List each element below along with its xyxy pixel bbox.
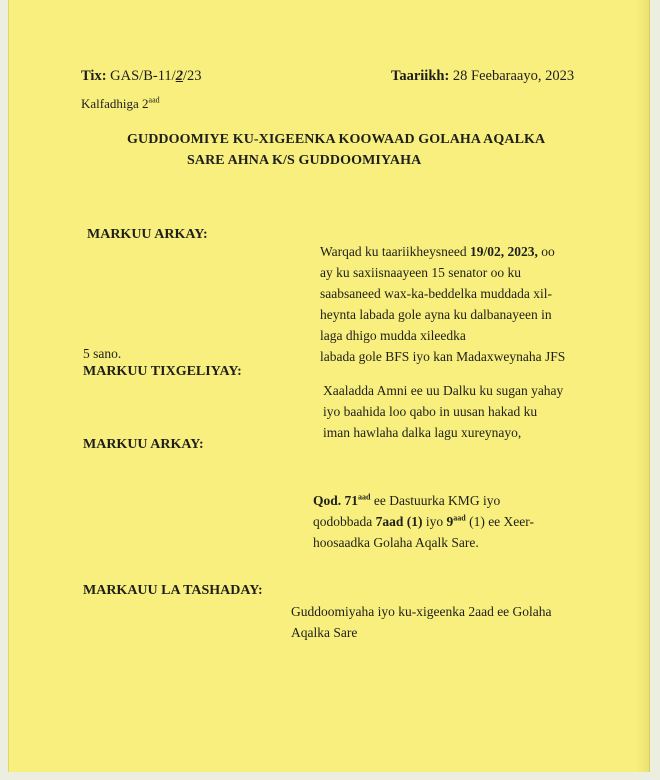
section-3-clause-2-sup: aad <box>453 513 466 523</box>
section-3-line-1 <box>313 490 500 511</box>
title-line-2: SARE AHNA K/S GUDDOOMIYAHA <box>187 153 422 168</box>
section-3-article-sup: aad <box>358 492 371 502</box>
section-2-heading: MARKUU TIXGELIYAY: <box>83 364 242 379</box>
reference-handwritten: 2 <box>175 68 183 84</box>
document-page <box>8 0 650 772</box>
section-1-line-5: laga dhigo mudda xileedka <box>320 328 466 343</box>
section-3-clause-2: 9 <box>446 514 454 529</box>
section-3-clause-1: 7aad (1) <box>375 514 423 529</box>
section-3-line-1-rest: ee Dastuurka KMG iyo <box>370 493 501 508</box>
title-line-1: GUDDOOMIYE KU-XIGEENKA KOOWAAD GOLAHA AQALKA <box>127 132 546 147</box>
section-3-line-2-mid: iyo <box>422 514 447 529</box>
section-3-heading: MARKUU ARKAY: <box>83 437 204 452</box>
section-1-line-2: ay ku saxiisnaayeen 15 senator oo ku <box>320 265 521 280</box>
section-2-line-1: Xaaladda Amni ee uu Dalku ku sugan yahay <box>323 383 564 398</box>
section-4-line-2: Aqalka Sare <box>291 625 358 640</box>
section-3-article: Qod. 71 <box>313 493 359 508</box>
section-3-line-2-post: (1) ee Xeer- <box>465 514 535 529</box>
date-label: Taariikh: <box>391 68 450 84</box>
section-2-line-3: iman hawlaha dalka lagu xureynayo, <box>323 425 522 440</box>
section-4-heading: MARKAUU LA TASHADAY: <box>83 583 263 598</box>
section-2-line-2: iyo baahida loo qabo in uusan hakad ku <box>323 404 538 419</box>
reference-label: Tix: <box>81 68 107 84</box>
section-1-line-6: labada gole BFS iyo kan Madaxweynaha JFS <box>320 349 566 364</box>
session-sup: aad <box>148 95 160 105</box>
section-1-line-7: 5 sano. <box>83 346 122 361</box>
reference-prefix: GAS/B-11/ <box>110 68 176 84</box>
date-value: 28 Feebaraayo, 2023 <box>452 68 575 84</box>
section-1-line-4: heynta labada gole ayna ku dalbanayeen in <box>320 307 552 322</box>
section-1-line-1 <box>320 241 555 262</box>
session-text: Kalfadhiga 2 <box>81 96 149 111</box>
document-date <box>391 68 574 85</box>
session-label <box>81 96 160 112</box>
section-3-line-3: hoosaadka Golaha Aqalk Sare. <box>313 535 479 550</box>
section-1-line-1-pre: Warqad ku taariikheysneed <box>320 244 470 259</box>
section-1-date: 19/02, 2023, <box>469 244 538 259</box>
section-3-line-2-pre: qodobbada <box>313 514 376 529</box>
reference-number <box>81 68 201 85</box>
section-1-heading: MARKUU ARKAY: <box>87 227 208 242</box>
reference-suffix: /23 <box>182 68 202 84</box>
section-1-line-3: saabsaneed wax-ka-beddelka muddada xil- <box>320 286 553 301</box>
section-3-line-2 <box>313 511 534 532</box>
section-4-line-1: Guddoomiyaha iyo ku-xigeenka 2aad ee Golaha <box>291 604 552 619</box>
section-1-line-1-post: oo <box>537 244 555 259</box>
